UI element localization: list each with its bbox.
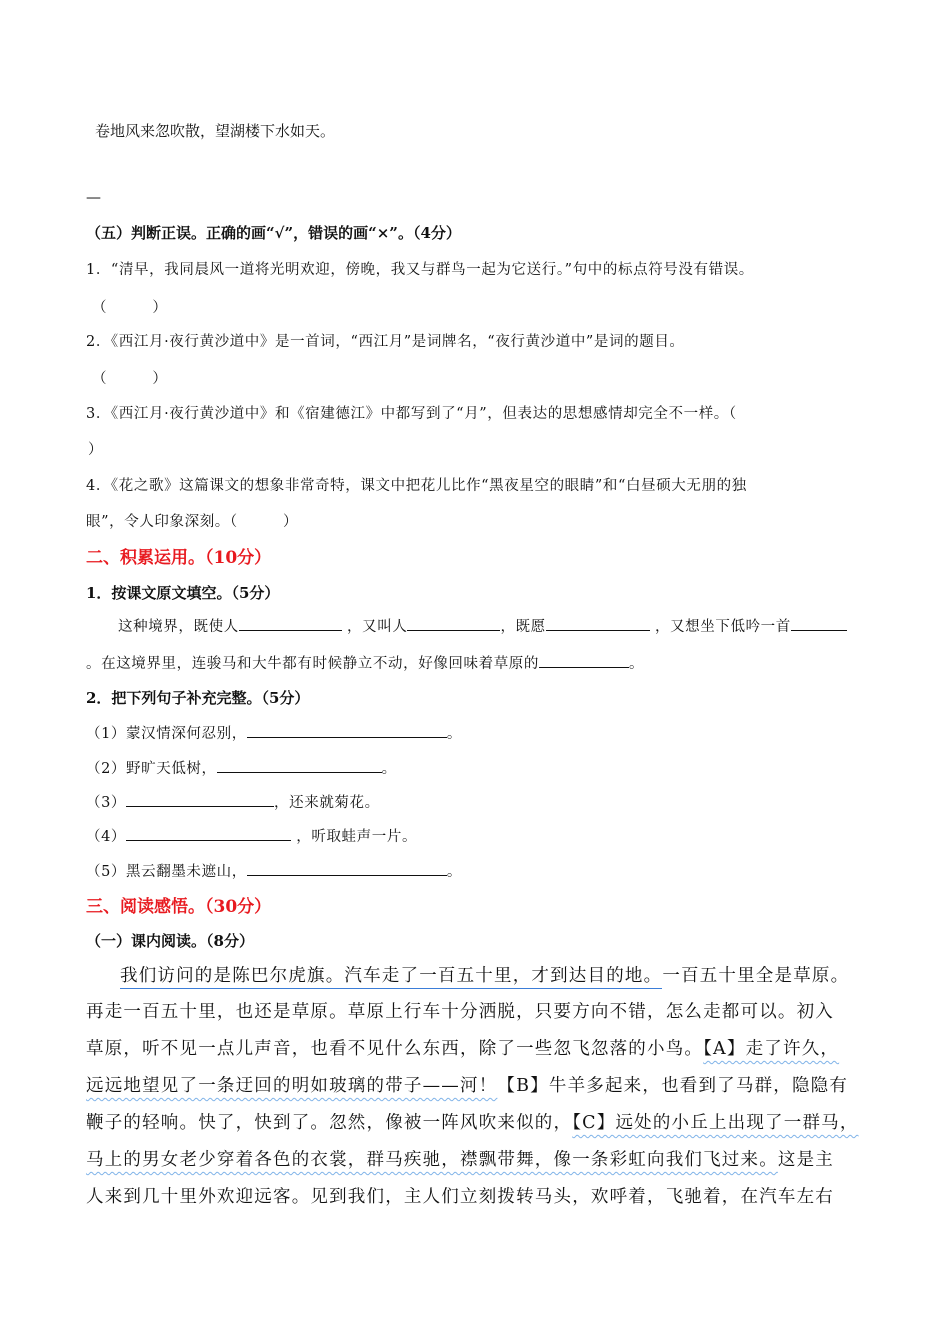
passage-line-6 (86, 1146, 834, 1171)
fill-blank-1[interactable] (239, 616, 342, 631)
judge-item-3: 3．《西江月·夜行黄沙道中》和《宿建德江》中都写到了“月”，但表达的思想感情却完全不一样。（ (86, 406, 737, 422)
reading-sub-heading: （一）课内阅读。（8分） (86, 932, 254, 950)
fill-blank-2[interactable] (407, 616, 500, 631)
complete-item-1 (86, 722, 462, 743)
complete-question-heading: 2．把下列句子补充完整。（5分） (86, 689, 310, 707)
passage-line-2: 再走一百五十里，也还是草原。草原上行车十分洒脱，只要方向不错，怎么走都可以。初入 (86, 1002, 834, 1022)
judge-item-4-line2[interactable]: 眼”，令人印象深刻。（ ） (86, 514, 299, 530)
passage-line-7: 人来到几十里外欢迎远客。见到我们，主人们立刻拨转马头，欢呼着，飞驰着，在汽车左右 (86, 1187, 834, 1207)
complete-item-5-suffix: 。 (446, 864, 462, 880)
separator-dash: — (86, 188, 101, 206)
fill-blank-4[interactable] (791, 616, 847, 631)
complete-item-4-suffix: ，听取蛙声一片。 (296, 829, 418, 845)
fill-blank-3[interactable] (546, 616, 650, 631)
judge-item-3-answer[interactable]: ） (88, 442, 104, 458)
fill-question-heading: 1．按课文原文填空。（5分） (86, 584, 280, 602)
judge-item-4: 4．《花之歌》这篇课文的想象非常奇特，课文中把花儿比作“黑夜星空的眼睛”和“白昼硕大无朋的独 (86, 478, 747, 494)
section3-heading: 三、阅读感悟。（30分） (86, 897, 272, 917)
complete-item-2 (86, 757, 397, 778)
fill-blank-5[interactable] (539, 653, 629, 668)
complete-item-3-prefix: （3） (86, 795, 127, 811)
judge-item-2-answer[interactable]: （ ） (92, 371, 168, 387)
complete-item-3 (86, 791, 380, 812)
complete-item-5 (86, 860, 462, 881)
passage-line-5 (86, 1109, 859, 1134)
judge-item-1: 1．“清早，我同晨风一道将光明欢迎，傍晚，我又与群鸟一起为它送行。”句中的标点符号没有错误。 (86, 262, 754, 278)
complete-item-4 (86, 825, 417, 846)
passage-wavy-text-c2: 马上的男女老少穿着各色的衣裳，群马疾驰，襟飘带舞，像一条彩虹向我们飞过来。 (86, 1150, 778, 1170)
passage-text: 这是主 (777, 1150, 835, 1170)
passage-text: 【B】牛羊多起来，也看到了马群，隐隐有 (497, 1076, 849, 1096)
complete-blank-2[interactable] (217, 758, 382, 773)
complete-item-3-suffix: ，还来就菊花。 (274, 795, 380, 811)
passage-line-3 (86, 1035, 839, 1060)
complete-item-4-prefix: （4） (86, 829, 127, 845)
passage-wavy-text-c: 【C】远处的小丘上出现了一群马， (572, 1113, 859, 1133)
passage-wavy-text-a2: 远远地望见了一条迂回的明如玻璃的带子——河！ (86, 1076, 498, 1096)
complete-blank-4[interactable] (126, 826, 291, 841)
fill-line-2 (86, 652, 644, 673)
fill-text-1: 这种境界，既使人 (118, 619, 239, 635)
complete-blank-3[interactable] (126, 792, 274, 807)
complete-item-2-prefix: （2）野旷天低树， (86, 761, 217, 777)
judge-item-1-answer[interactable]: （ ） (92, 300, 168, 316)
part5-heading: （五）判断正误。正确的画“√”，错误的画“×”。（4分） (86, 224, 461, 242)
complete-item-1-prefix: （1）蒙汉情深何忍别， (86, 726, 247, 742)
judge-item-2: 2．《西江月·夜行黄沙道中》是一首词，“西江月”是词牌名，“夜行黄沙道中”是词的题目。 (86, 334, 685, 350)
fill-text-6: 。 (629, 656, 645, 672)
fill-line-1 (118, 615, 847, 636)
complete-blank-1[interactable] (247, 723, 447, 738)
passage-underlined-text: 我们访问的是陈巴尔虎旗。汽车走了一百五十里，才到达目的地。 (120, 966, 662, 989)
complete-item-2-suffix: 。 (381, 761, 397, 777)
section2-heading: 二、积累运用。（10分） (86, 548, 272, 568)
fill-text-3: ，既愿 (500, 619, 546, 635)
complete-item-1-suffix: 。 (446, 726, 462, 742)
fill-text-5: 。在这境界里，连骏马和大牛都有时候静立不动，好像回味着草原的 (86, 656, 539, 672)
passage-line-1 (120, 962, 849, 987)
complete-item-5-prefix: （5）黑云翻墨未遮山， (86, 864, 247, 880)
passage-line-4 (86, 1072, 848, 1097)
passage-text: 一百五十里全是草原。 (662, 966, 850, 986)
passage-text: 草原，听不见一点儿声音，也看不见什么东西，除了一些忽飞忽落的小鸟。 (86, 1039, 704, 1059)
passage-wavy-text-a: 【A】走了许久， (703, 1039, 840, 1059)
poem-line: 卷地风来忽吹散，望湖楼下水如天。 (95, 122, 336, 140)
complete-blank-5[interactable] (247, 861, 447, 876)
fill-text-2: ，又叫人 (347, 619, 408, 635)
passage-text: 鞭子的轻响。快了，快到了。忽然，像被一阵风吹来似的， (86, 1113, 573, 1133)
fill-text-4: ，又想坐下低吟一首 (654, 619, 791, 635)
